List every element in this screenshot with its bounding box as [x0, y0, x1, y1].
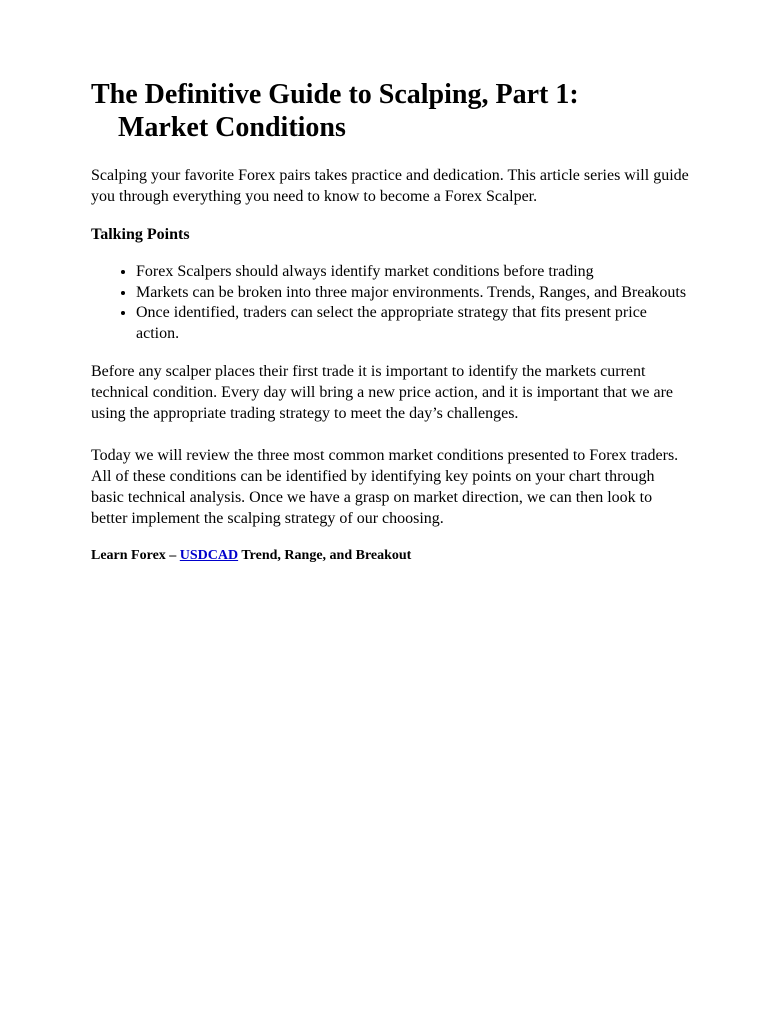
learn-forex-caption [91, 546, 691, 566]
page-title [91, 78, 691, 144]
intro-paragraph: Scalping your favorite Forex pairs takes practice and dedication. This article series will guide you through everything you need to know to become a Forex Scalper. [91, 167, 689, 205]
list-item: • Markets can be broken into three major environments. Trends, Ranges, and Breakouts [136, 283, 691, 304]
body-paragraph-1: Before any scalper places their first trade it is important to identify the markets current technical condition. Every day will bring a new price action, and it is important that we are using the appropriate trading strategy to meet the day’s challenges. [91, 363, 674, 422]
title-line-1: The Definitive Guide to Scalping, Part 1: [91, 79, 579, 110]
talking-points-heading: Talking Points [91, 226, 190, 243]
article [91, 78, 691, 566]
learn-suffix: Trend, Range, and Breakout [238, 548, 412, 563]
body-paragraph-2: Today we will review the three most common market conditions presented to Forex traders. All of these conditions can be identified by identifying key points on your chart through basic technical analysis. Once we have a grasp on market direction, we can then look to better implement the scalping strategy of our choosing. [91, 447, 679, 527]
talking-points-list [91, 262, 691, 344]
usdcad-link[interactable]: USDCAD [179, 548, 239, 563]
title-line-2: Market Conditions [118, 112, 346, 143]
list-item: • Once identified, traders can select the appropriate strategy that fits present price action. [136, 303, 691, 344]
list-item: • Forex Scalpers should always identify market conditions before trading [136, 262, 691, 283]
learn-prefix: Learn Forex – [91, 548, 180, 563]
